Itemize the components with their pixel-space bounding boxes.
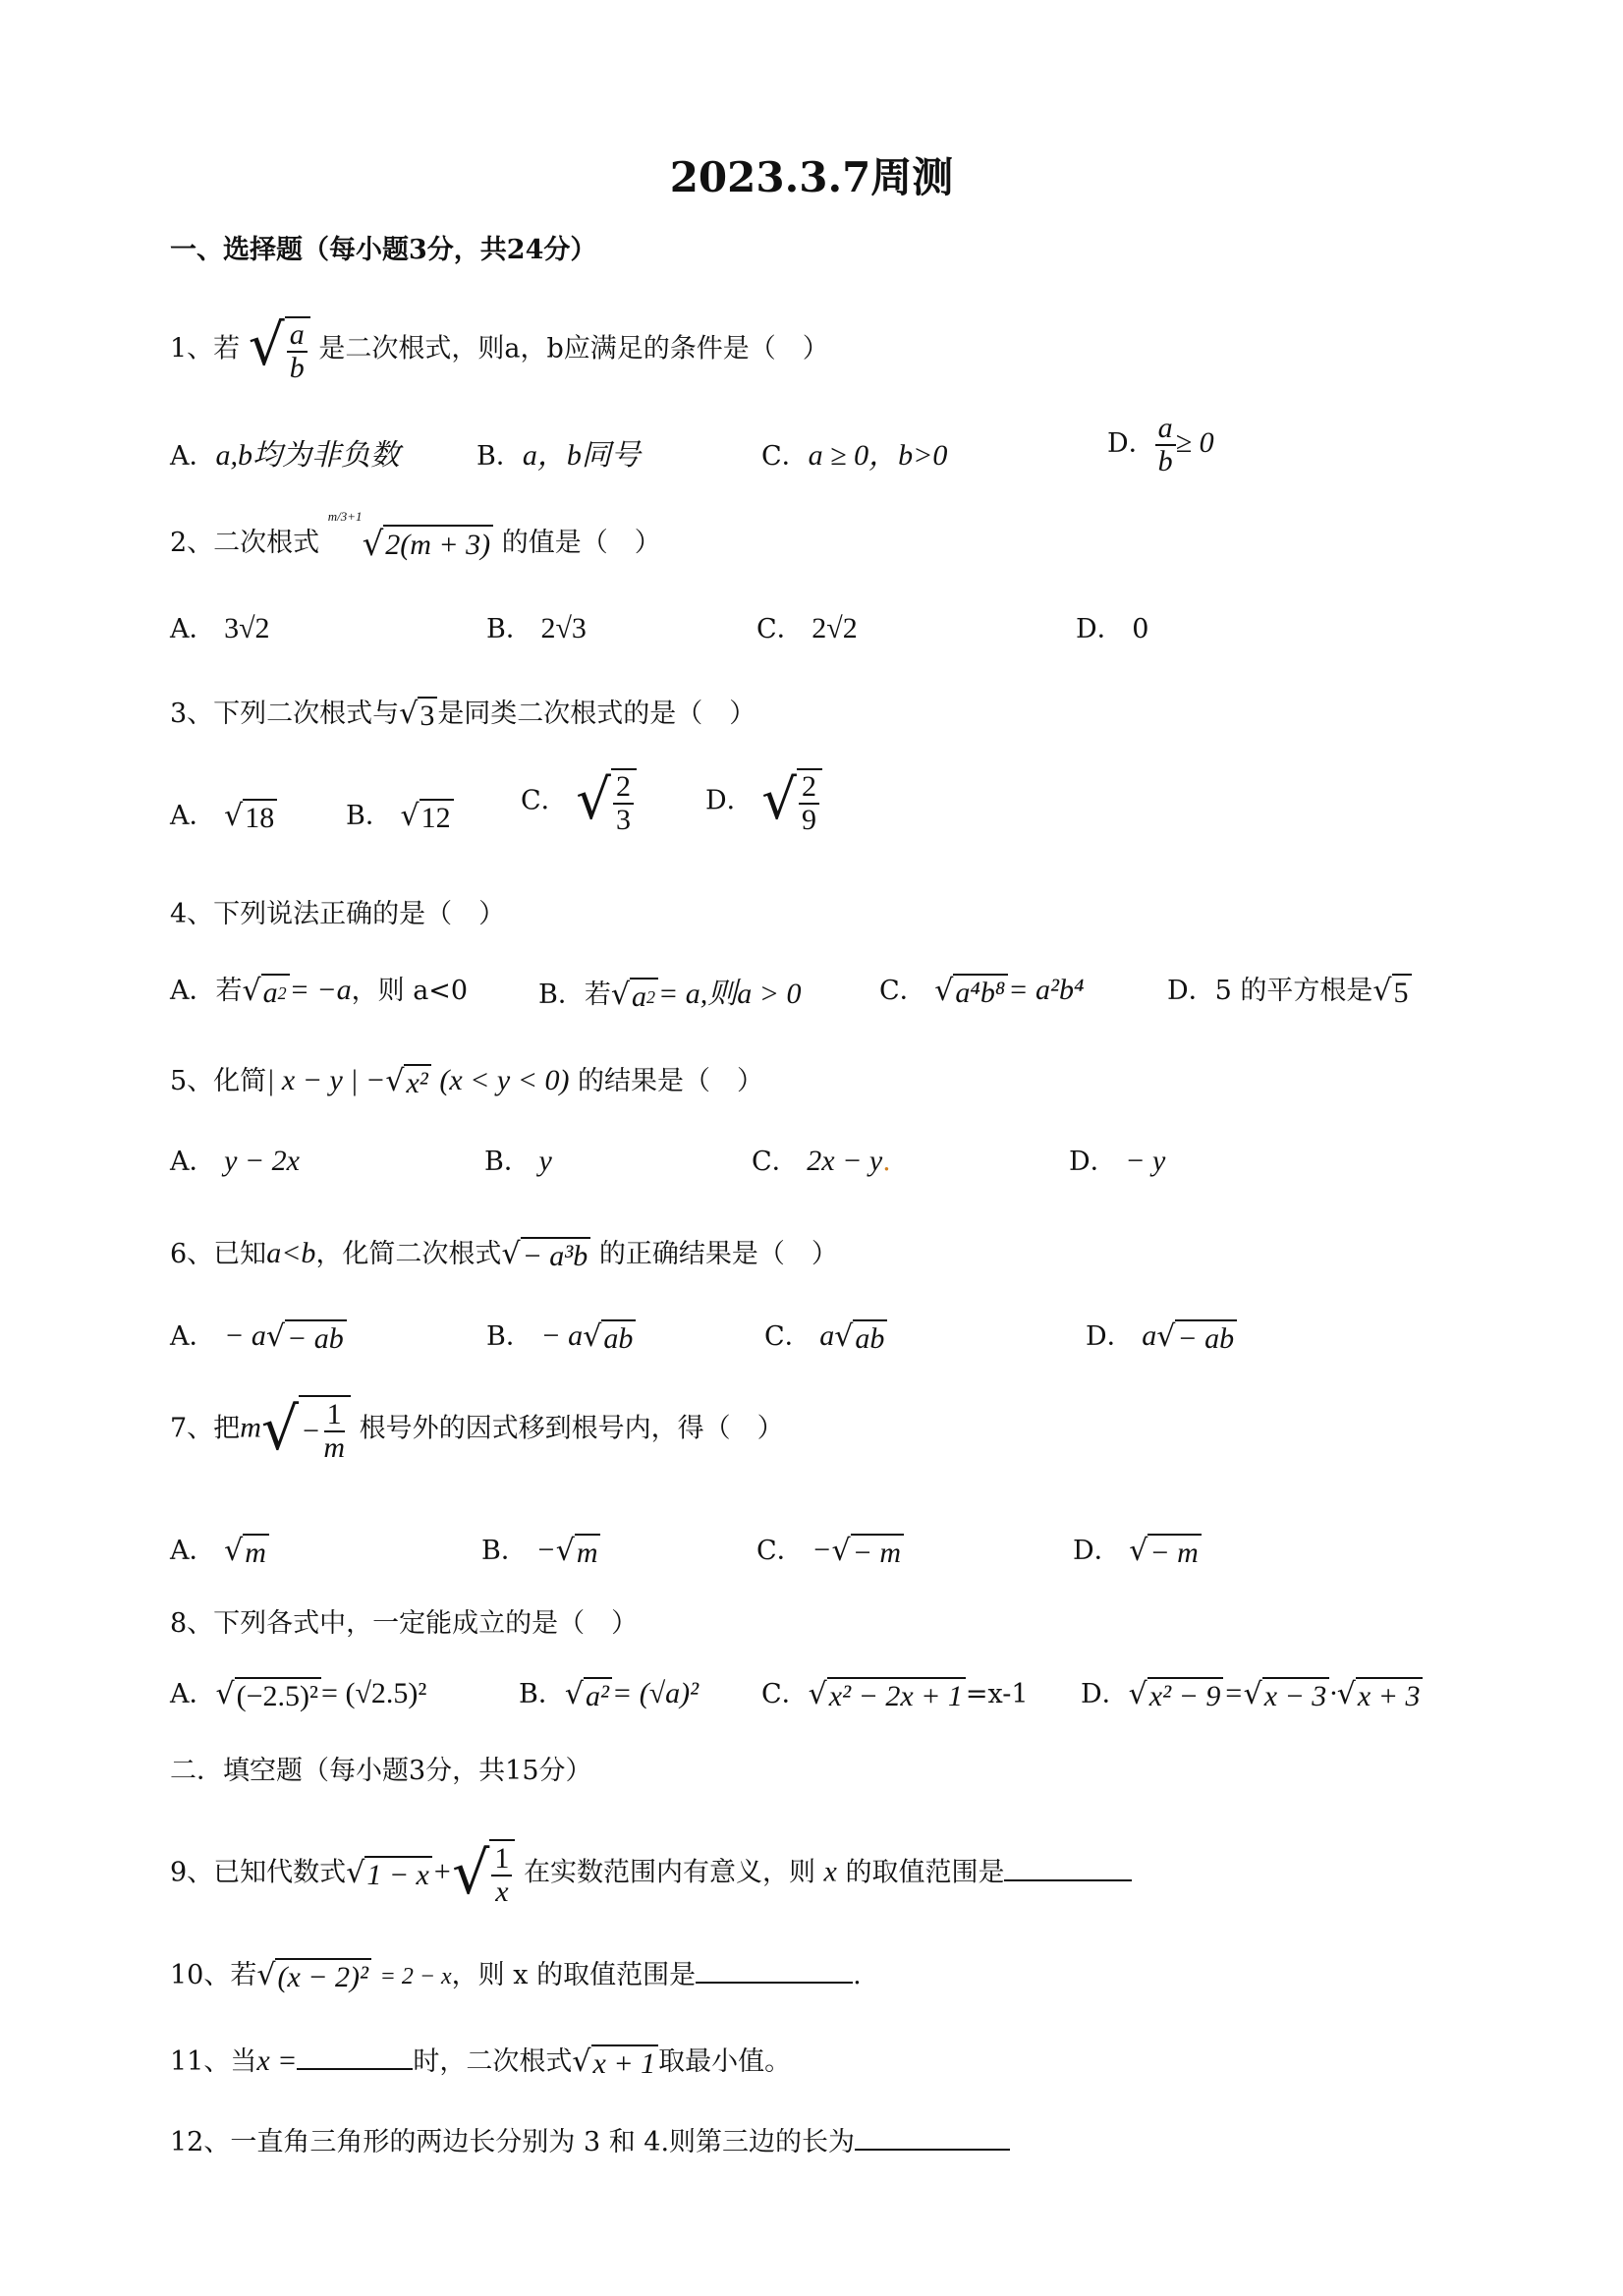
section-1-heading: 一、选择题（每小题3分，共24分） (170, 235, 597, 265)
q1-option-a[interactable]: A．a,b均为非负数 (170, 439, 400, 472)
q8-option-a[interactable]: A． √ (−2.5)² = (√2.5)² (170, 1677, 427, 1712)
question-8: 8、下列各式中，一定能成立的是（ ） (170, 1608, 639, 1639)
q2-prefix: 2、二次根式 (170, 528, 320, 558)
q8-option-c[interactable]: C． √ x² − 2x + 1 =x-1 (761, 1677, 1029, 1712)
q2-stem: 的值是（ ） (501, 528, 661, 558)
q4-option-c[interactable]: C． √ a⁴b⁸ = a²b⁴ (879, 974, 1085, 1009)
question-2 (170, 508, 661, 564)
q6-option-a[interactable]: A． − a √ − ab (170, 1315, 347, 1356)
q8-option-d[interactable]: D． √ x² − 9 = √ x − 3 · √ x + 3 (1081, 1672, 1423, 1713)
q12-answer-blank[interactable] (855, 2123, 1010, 2151)
question-3 (170, 692, 756, 733)
question-10: 10、若 √ (x − 2)² = 2 − x，则 x 的取值范围是 . (170, 1958, 862, 1993)
question-4: 4、下列说法正确的是（ ） (170, 899, 506, 929)
q7-option-a[interactable]: A． √ m (170, 1529, 269, 1570)
q6-option-c[interactable]: C． a √ ab (764, 1315, 887, 1356)
q6-option-d[interactable]: D． a √ − ab (1086, 1315, 1237, 1356)
q2-root-index: m/3+1 (327, 508, 363, 524)
q8-option-b[interactable]: B． √ a² = (√a)² (519, 1677, 700, 1712)
q4-option-b[interactable]: B．若 √ a 2 = a,则a > 0 (538, 978, 802, 1013)
q3-option-d[interactable]: D． √ $\frac{2}{9}$ (705, 768, 822, 835)
q1-option-d[interactable]: D． $\frac{a}{b}$ ≥ 0 (1107, 412, 1214, 477)
q2-radical: m/3+1 √ 2(m + 3) (328, 525, 493, 564)
q1-sqrt-a-over-b: √ $\frac{a}{b}$ (249, 316, 310, 383)
q5-option-b[interactable]: B． y (484, 1145, 552, 1177)
q4-option-d[interactable]: D．5 的平方根是 √ 5 (1167, 969, 1412, 1010)
question-7: 7、把m √ − $\frac{1}{m}$ 根号外的因式移到根号内，得（ ） (170, 1395, 784, 1464)
q7-option-c[interactable]: C． − √ − m (756, 1529, 904, 1570)
q3-sqrt-3: √ 3 (399, 697, 437, 733)
q1-option-b[interactable]: B．a，b同号 (476, 439, 641, 472)
q3-option-b[interactable]: B． √ 12 (346, 794, 454, 835)
question-5: 5、化简| x − y | − √ x² (x < y < 0) 的结果是（ ） (170, 1064, 764, 1099)
question-6: 6、已知a<b，化简二次根式 √ − a³b 的正确结果是（ ） (170, 1237, 838, 1272)
q2-option-d[interactable]: D． 0 (1076, 614, 1149, 644)
q2-option-b[interactable]: B． 2√3 (486, 612, 587, 644)
q11-answer-blank[interactable] (297, 2043, 413, 2070)
q3-stem: 是同类二次根式的是（ ） (437, 699, 756, 729)
page-title: 2023.3.7周测 (669, 153, 954, 201)
q4-option-a[interactable]: A．若 √ a 2 = −a，则 a<0 (170, 974, 469, 1009)
q1-stem: 是二次根式，则a，b应满足的条件是（ ） (318, 333, 829, 364)
question-1 (170, 311, 829, 384)
q3-option-a[interactable]: A． √ 18 (170, 794, 277, 835)
q1-prefix: 1、若 (170, 333, 241, 364)
q7-option-d[interactable]: D． √ − m (1073, 1529, 1202, 1570)
question-11: 11、当x = 时，二次根式 √ x + 1 取最小值。 (170, 2044, 792, 2080)
q5-option-d[interactable]: D． − y (1069, 1145, 1166, 1177)
q9-answer-blank[interactable] (1004, 1854, 1132, 1881)
question-9: 9、已知代数式 √ 1 − x + √ $\frac{1}{x}$ 在实数范围内有意义，则 x 的取值范围是 (170, 1839, 1132, 1908)
q2-option-a[interactable]: A． 3√2 (170, 612, 270, 644)
q3-option-c[interactable]: C． √ $\frac{2}{3}$ (521, 768, 637, 835)
q2-option-c[interactable]: C． 2√2 (756, 612, 858, 644)
q5-option-a[interactable]: A． y − 2x (170, 1145, 300, 1177)
q5-option-c[interactable]: C． 2x − y. (752, 1145, 891, 1177)
q1-option-c[interactable]: C．a ≥ 0，b>0 (761, 439, 948, 472)
question-12: 12、一直角三角形的两边长分别为 3 和 4.则第三边的长为 (170, 2120, 1010, 2158)
q10-answer-blank[interactable] (696, 1956, 853, 1984)
section-2-heading: 二．填空题（每小题3分，共15分） (170, 1756, 592, 1786)
q3-prefix: 3、下列二次根式与 (170, 699, 400, 729)
q7-option-b[interactable]: B． − √ m (481, 1529, 600, 1570)
q6-option-b[interactable]: B． − a √ ab (486, 1315, 636, 1356)
